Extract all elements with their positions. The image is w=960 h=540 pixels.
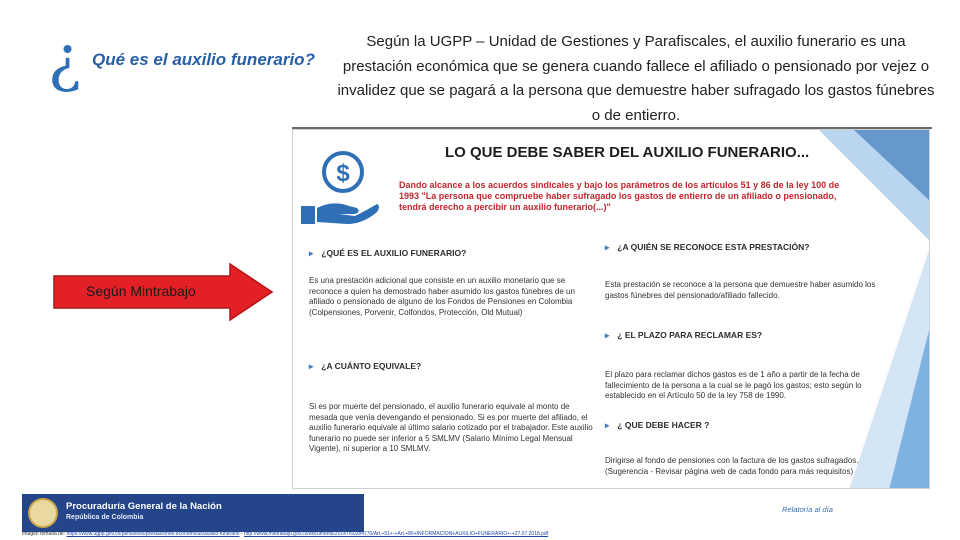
section-text: Dirigirse al fondo de pensiones con la factura de los gastos sufragados. (Sugerencia - Revisar página web de cada fondo para más requisitos): [605, 456, 859, 476]
ugpp-description: Según la UGPP – Unidad de Gestiones y Parafiscales, el auxilio funerario es una prestación económica que se genera cuando fallece el afiliado o pensionado por vejez o invalidez que se pagará a la persona que demuestre haber sufragado los gastos fúnebres o de entierro.: [337, 33, 935, 124]
relatoria-label: Relatoría al día: [782, 505, 833, 514]
section-heading: ▸ ¿ QUE DEBE HACER ?: [605, 420, 710, 430]
section-heading: ▸ ¿ EL PLAZO PARA RECLAMAR ES?: [605, 330, 763, 340]
mintrabajo-label: Según Mintrabajo: [86, 283, 196, 299]
section-heading: ▸ ¿A QUIÉN SE RECONOCE ESTA PRESTACIÓN?: [605, 242, 810, 252]
section-heading: ▸ ¿QUÉ ES EL AUXILIO FUNERARIO?: [309, 248, 467, 258]
logo-country: República de Colombia: [66, 514, 144, 521]
section-text: El plazo para reclamar dichos gastos es de 1 año a partir de la fecha de fallecimiento de la persona a la cual se le pagó los gastos; esto según lo establecido en el Artículo 50 de la ley 758 de 1990.: [605, 370, 862, 400]
bullet-triangle-icon: ▸: [309, 361, 314, 371]
link-separator: -: [240, 531, 243, 537]
section-text: Es una prestación adicional que consiste en un auxilio monetario que se reconoce a quien ha demostrado haber asumido los gastos fúnebres de un afiliado o pensionado de alguno de los Fondos de Pensiones en Colombia (Colpensiones, Porvenir, Colfondos, Protección, Old Mutual): [309, 276, 575, 317]
ugpp-link[interactable]: https://www.ugpp.gov.co/pensiones/prestaciones-economicas/auxilio-funerario: [66, 531, 240, 537]
bullet-triangle-icon: ▸: [605, 420, 610, 430]
infographic-poster: [292, 129, 930, 489]
svg-text:$: $: [336, 160, 350, 187]
mintrabajo-link[interactable]: http://www.mintrabajo.gov.co/documents/20147/60284770/Art.+51+-+Art.+86+INFORMACION+AUXILIO+FUNERARIO+-+27.07.2018.pdf: [244, 531, 549, 537]
procuraduria-logo: [22, 494, 364, 532]
poster-intro: Dando alcance a los acuerdos sindicales y bajo los parámetros de los artículos 51 y 86 de la ley 100 de 1993 "La persona que compruebe haber sufragado los gastos de entierro de un afiliado o pensionado, tendrá derecho a percibir un auxilio funerario(...)": [399, 180, 840, 212]
logo-org-name: Procuraduría General de la Nación: [66, 501, 222, 512]
section-heading: ▸ ¿A CUÁNTO EQUIVALE?: [309, 361, 422, 371]
coat-of-arms-icon: [28, 498, 58, 528]
bullet-triangle-icon: ▸: [605, 242, 610, 252]
section-text: Si es por muerte del pensionado, el auxilio funerario equivale al monto de mesada que venía devengando el pensionado. Si es por muerte del afiliado, el auxilio funerario equivale al último salario cotizado por el trabajador. Este auxilio funerario no puede ser inferior a 5 SMLMV (Salario Mínimo Legal Mensual Vigente), ni superior a 10 SMLMV.: [309, 402, 593, 453]
question-mark-glyph: ¿: [48, 22, 82, 95]
slide-title: Qué es el auxilio funerario?: [92, 50, 315, 69]
bullet-triangle-icon: ▸: [309, 248, 314, 258]
poster-title: LO QUE DEBE SABER DEL AUXILIO FUNERARIO...: [445, 144, 810, 161]
bullet-triangle-icon: ▸: [605, 330, 610, 340]
source-prefix: Imagen tomada de:: [22, 531, 66, 537]
source-line: [22, 531, 548, 537]
money-hand-icon: [297, 144, 383, 230]
section-text: Esta prestación se reconoce a la persona que demuestre haber asumido los gastos fúnebres del pensionado/afiliado fallecido.: [605, 280, 876, 300]
